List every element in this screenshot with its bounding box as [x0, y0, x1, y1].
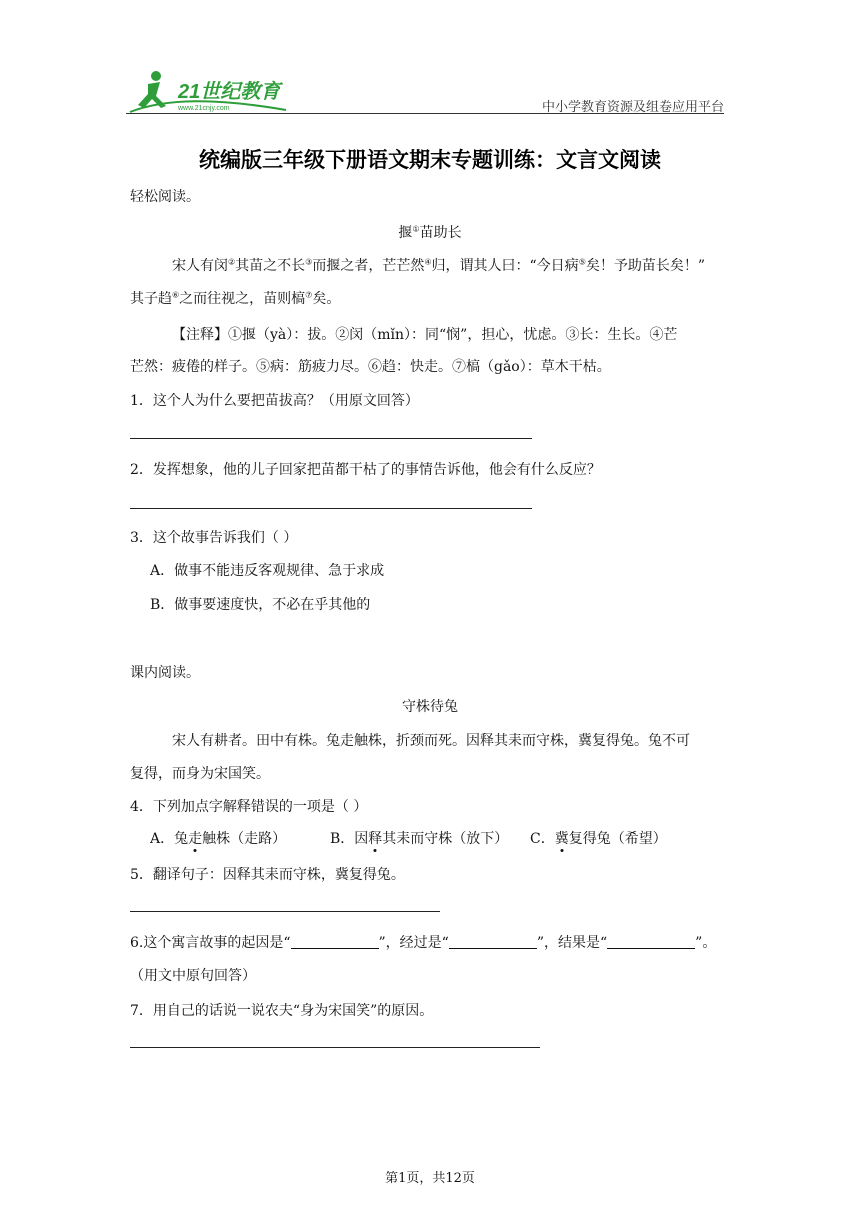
platform-name: 中小学教育资源及组卷应用平台	[541, 100, 724, 115]
question-6-note: （用文中原句回答）	[130, 968, 256, 984]
logo	[126, 68, 296, 116]
logo-text: 21世纪教育	[178, 81, 281, 103]
answer-line-1[interactable]	[130, 438, 532, 439]
page-title: 统编版三年级下册语文期末专题训练：文言文阅读	[199, 148, 661, 172]
question-6: 6.这个寓言故事的起因是“ ”，经过是“ ”，结果是“ ”。	[130, 935, 717, 951]
question-7: 7．用自己的话说一说农夫“身为宋国笑”的原因。	[130, 1003, 434, 1019]
blank-cause[interactable]	[291, 934, 379, 949]
answer-line-2[interactable]	[130, 508, 532, 509]
blank-result[interactable]	[607, 934, 695, 949]
passage1-line1: 宋人有闵②其苗之不长③而揠之者，芒芒然④归，谓其人曰：“今日病⑤矣！予助苗长矣！”	[172, 257, 706, 274]
question-2: 2．发挥想象，他的儿子回家把苗都干枯了的事情告诉他，他会有什么反应？	[130, 462, 601, 478]
answer-line-7[interactable]	[130, 1047, 540, 1048]
passage2-line2: 复得，而身为宋国笑。	[130, 766, 270, 782]
dotted-char: 走	[188, 831, 203, 847]
section1-heading: 轻松阅读。	[130, 189, 200, 205]
question-4: 4．下列加点字解释错误的一项是（ ）	[130, 799, 368, 815]
notes-line2: 芒然：疲倦的样子。⑤病：筋疲力尽。⑥趋：快走。⑦槁（gǎo）：草木干枯。	[130, 359, 611, 375]
blank-process[interactable]	[449, 934, 537, 949]
section2-heading: 课内阅读。	[130, 665, 200, 681]
passage1-title: 揠①苗助长	[398, 224, 462, 241]
logo-url: www.21cnjy.com	[178, 105, 230, 112]
question-3: 3．这个故事告诉我们（ ）	[130, 530, 298, 546]
passage2-line1: 宋人有耕者。田中有株。兔走触株，折颈而死。因释其耒而守株，冀复得兔。兔不可	[172, 733, 690, 749]
passage1-line2: 其子趋⑥之而往视之，苗则槁⑦矣。	[130, 290, 341, 307]
q3-option-a[interactable]: A．做事不能违反客观规律、急于求成	[150, 563, 385, 579]
question-5: 5．翻译句子：因释其耒而守株，冀复得兔。	[130, 867, 405, 883]
answer-line-5[interactable]	[130, 911, 440, 912]
dotted-char: 冀	[554, 831, 569, 847]
q4-option-b[interactable]: B．因释其耒而守株（放下）	[330, 831, 509, 847]
q4-option-c[interactable]: C．冀复得兔（希望）	[530, 831, 667, 847]
q4-option-a[interactable]: A．兔走触株（走路）	[150, 831, 287, 847]
question-1: 1．这个人为什么要把苗拔高？（用原文回答）	[130, 393, 419, 409]
page-number: 第1页，共12页	[385, 1171, 475, 1186]
q3-option-b[interactable]: B．做事要速度快，不必在乎其他的	[150, 597, 371, 613]
dotted-char: 释	[368, 831, 383, 847]
passage2-title: 守株待兔	[402, 699, 458, 715]
notes-line1: 【注释】①揠（yà）：拔。②闵（mǐn）：同“悯”，担心，忧虑。③长：生长。④芒	[172, 327, 678, 343]
header-divider	[126, 113, 724, 114]
